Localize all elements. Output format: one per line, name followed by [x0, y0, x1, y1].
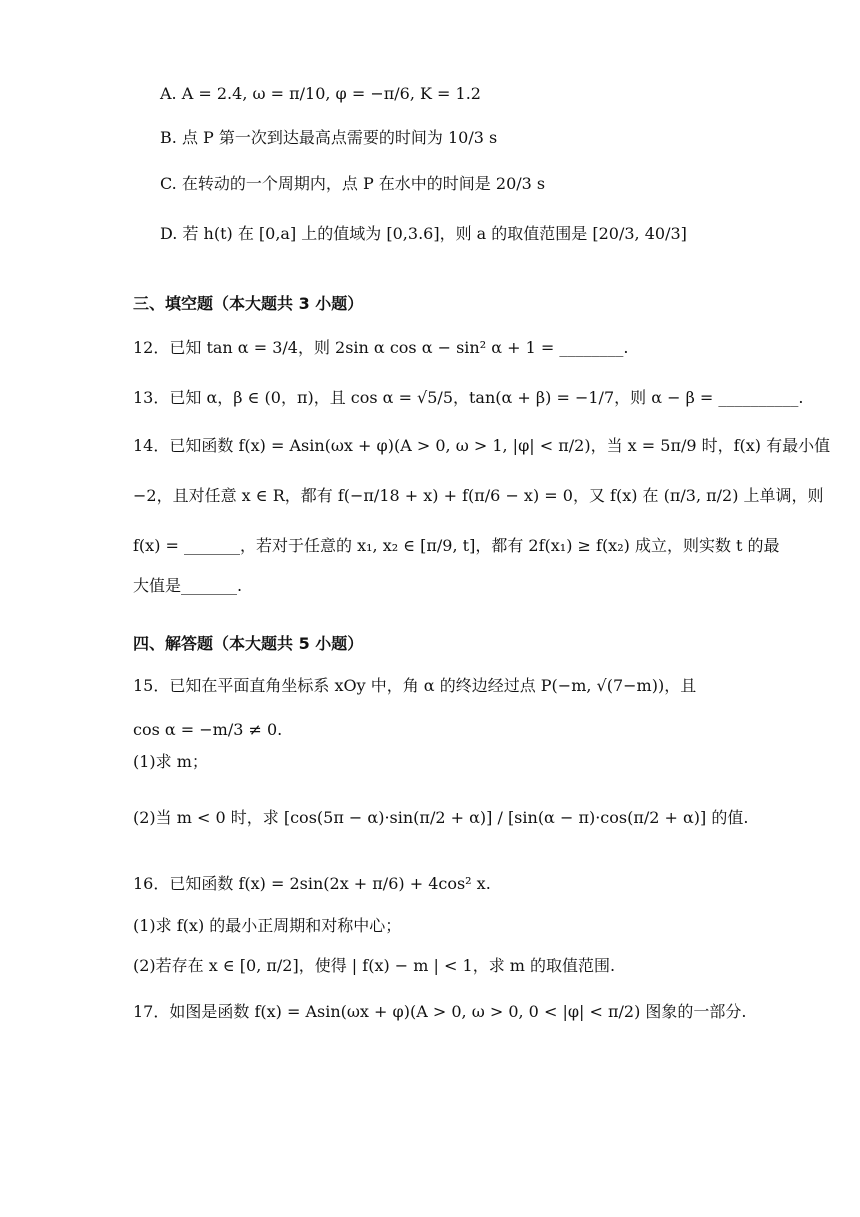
section-heading-fill-in: 三、填空题（本大题共 3 小题） — [133, 294, 364, 313]
question-16-part-2: (2)若存在 x ∈ [0, π/2]，使得 | f(x) − m | < 1，求 m 的取值范围. — [133, 956, 616, 975]
question-14-line-3: f(x) = _______，若对于任意的 x₁, x₂ ∈ [π/9, t]，都有 2f(x₁) ≥ f(x₂) 成立，则实数 t 的最 — [133, 536, 780, 555]
option-d: D. 若 h(t) 在 [0,a] 上的值域为 [0,3.6]，则 a 的取值范围是 [20/3, 40/3] — [160, 224, 687, 243]
option-c: C. 在转动的一个周期内，点 P 在水中的时间是 20/3 s — [160, 174, 546, 193]
question-12: 12．已知 tan α = 3/4，则 2sin α cos α − sin² α + 1 = ________. — [133, 338, 629, 357]
question-16-line-1: 16．已知函数 f(x) = 2sin(2x + π/6) + 4cos² x. — [133, 874, 491, 893]
section-heading-solutions: 四、解答题（本大题共 5 小题） — [133, 634, 364, 653]
option-b: B. 点 P 第一次到达最高点需要的时间为 10/3 s — [160, 128, 498, 147]
question-15-part-2: (2)当 m < 0 时，求 [cos(5π − α)·sin(π/2 + α)] / [sin(α − π)·cos(π/2 + α)] 的值. — [133, 808, 749, 827]
question-14-line-4: 大值是_______. — [133, 576, 243, 595]
question-14-line-1: 14．已知函数 f(x) = Asin(ωx + φ)(A > 0, ω > 1, |φ| < π/2)，当 x = 5π/9 时，f(x) 有最小值 — [133, 436, 831, 455]
question-15-line-2: cos α = −m/3 ≠ 0. — [133, 720, 283, 739]
question-15-part-1: (1)求 m； — [133, 752, 208, 771]
question-15-line-1: 15．已知在平面直角坐标系 xOy 中，角 α 的终边经过点 P(−m, √(7−m))，且 — [133, 676, 697, 695]
question-17: 17．如图是函数 f(x) = Asin(ωx + φ)(A > 0, ω > 0, 0 < |φ| < π/2) 图象的一部分. — [133, 1002, 747, 1021]
question-14-line-2: −2，且对任意 x ∈ R，都有 f(−π/18 + x) + f(π/6 − x) = 0，又 f(x) 在 (π/3, π/2) 上单调，则 — [133, 486, 824, 505]
question-16-part-1: (1)求 f(x) 的最小正周期和对称中心； — [133, 916, 402, 935]
option-a: A. A = 2.4, ω = π/10, φ = −π/6, K = 1.2 — [160, 84, 481, 103]
question-13: 13．已知 α，β ∈ (0，π)，且 cos α = √5/5，tan(α + β) = −1/7，则 α − β = __________. — [133, 388, 804, 407]
